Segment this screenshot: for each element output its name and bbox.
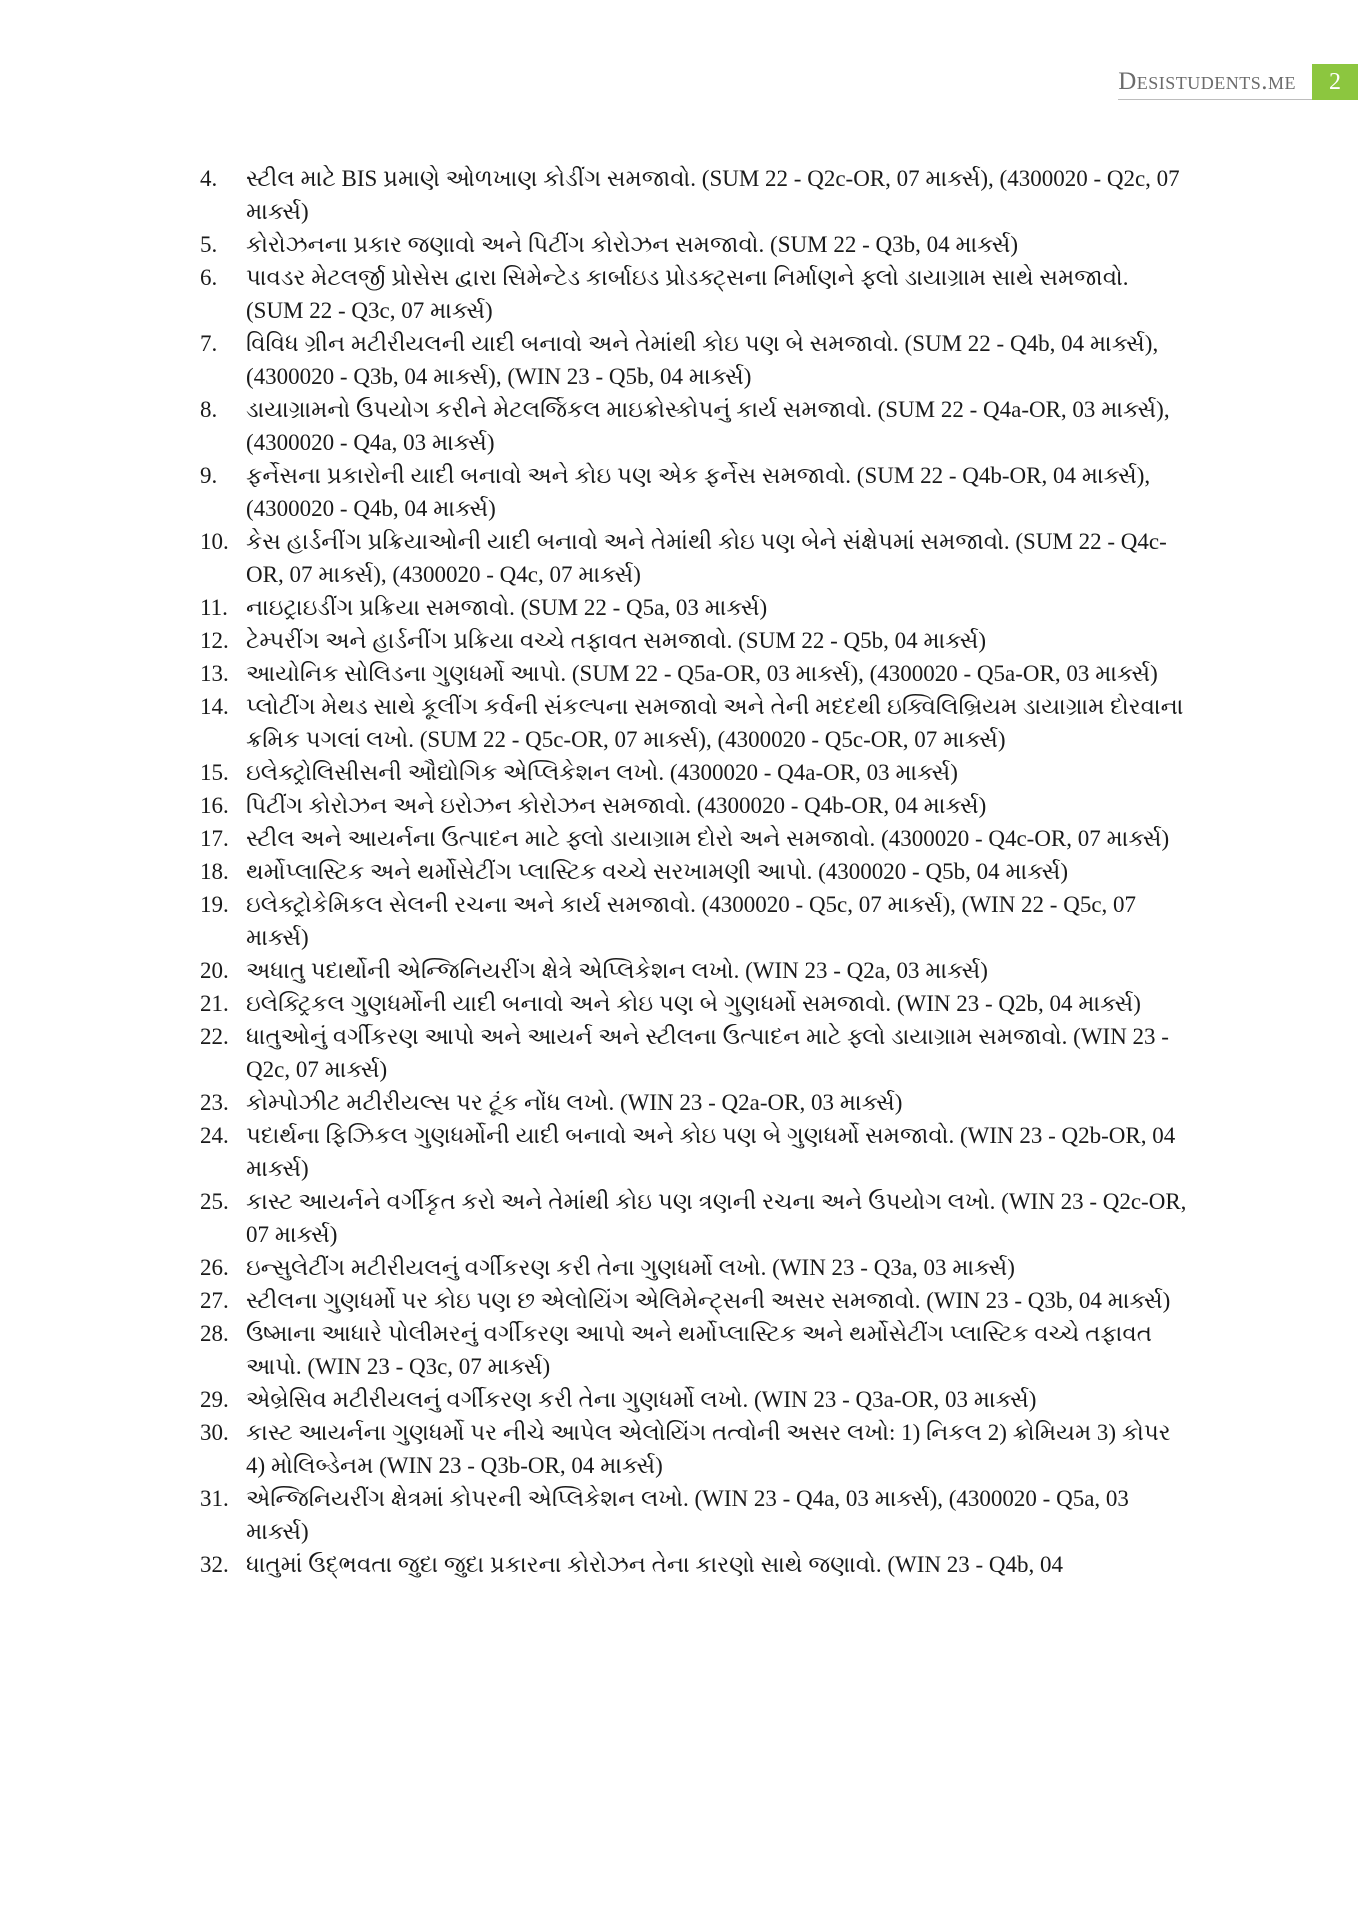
question-item <box>200 789 1190 822</box>
question-item <box>200 1284 1190 1317</box>
question-item <box>200 1086 1190 1119</box>
question-item <box>200 1185 1190 1251</box>
question-number: 28. <box>200 1321 229 1346</box>
question-number: 11. <box>200 595 228 620</box>
question-text: ઉષ્માના આધારે પોલીમરનું વર્ગીકરણ આપો અને થર્મોપ્લાસ્ટિક અને થર્મોસેટીંગ પ્લાસ્ટિક વચ્ચે તફાવત આપો. (WIN 23 - Q3c, 07 માર્ક્સ) <box>246 1321 1152 1379</box>
question-number: 14. <box>200 694 229 719</box>
question-item <box>200 987 1190 1020</box>
question-item <box>200 690 1190 756</box>
question-number: 16. <box>200 793 229 818</box>
question-number: 13. <box>200 661 229 686</box>
question-text: પદાર્થના ફિઝિકલ ગુણધર્મોની યાદી બનાવો અને કોઇ પણ બે ગુણધર્મો સમજાવો. (WIN 23 - Q2b-OR, 04 માર્ક્સ) <box>246 1123 1176 1181</box>
page-number: 2 <box>1312 64 1358 100</box>
question-item <box>200 261 1190 327</box>
question-text: ધાતુઓનું વર્ગીકરણ આપો અને આયર્ન અને સ્ટીલના ઉત્પાદન માટે ફ્લો ડાયાગ્રામ સમજાવો. (WIN 23 - Q2c, 07 માર્ક્સ) <box>246 1024 1169 1082</box>
question-number: 25. <box>200 1189 229 1214</box>
question-text: આયોનિક સોલિડના ગુણધર્મો આપો. (SUM 22 - Q5a-OR, 03 માર્ક્સ), (4300020 - Q5a-OR, 03 માર્ક્સ) <box>246 661 1158 686</box>
question-number: 21. <box>200 991 229 1016</box>
question-text: ઇન્સુલેટીંગ મટીરીયલનું વર્ગીકરણ કરી તેના ગુણધર્મો લખો. (WIN 23 - Q3a, 03 માર્ક્સ) <box>246 1255 1015 1280</box>
question-text: સ્ટીલના ગુણધર્મો પર કોઇ પણ છ એલોયિંગ એલિમેન્ટ્સની અસર સમજાવો. (WIN 23 - Q3b, 04 માર્ક્સ) <box>246 1288 1171 1313</box>
question-item <box>200 888 1190 954</box>
question-item <box>200 459 1190 525</box>
question-item <box>200 657 1190 690</box>
page-header <box>1118 64 1358 100</box>
question-number: 5. <box>200 232 218 257</box>
site-name: Desistudents.me <box>1118 64 1312 100</box>
question-item <box>200 1020 1190 1086</box>
question-item <box>200 393 1190 459</box>
question-text: ઇલેક્ટ્રોલિસીસની ઔદ્યોગિક એપ્લિકેશન લખો. (4300020 - Q4a-OR, 03 માર્ક્સ) <box>246 760 958 785</box>
question-text: એન્જિનિયરીંગ ક્ષેત્રમાં કોપરની એપ્લિકેશન લખો. (WIN 23 - Q4a, 03 માર્ક્સ), (4300020 - Q5a, 03 માર્ક્સ) <box>246 1486 1129 1544</box>
question-text: પિટીંગ કોરોઝન અને ઇરોઝન કોરોઝન સમજાવો. (4300020 - Q4b-OR, 04 માર્ક્સ) <box>246 793 987 818</box>
question-item <box>200 624 1190 657</box>
question-text: ઇલેક્ટ્રોકેમિકલ સેલની રચના અને કાર્ય સમજાવો. (4300020 - Q5c, 07 માર્ક્સ), (WIN 22 - Q5c, 07 માર્ક્સ) <box>246 892 1137 950</box>
question-item <box>200 954 1190 987</box>
question-number: 27. <box>200 1288 229 1313</box>
question-item <box>200 1482 1190 1548</box>
question-item <box>200 1251 1190 1284</box>
question-text: કાસ્ટ આયર્નના ગુણધર્મો પર નીચે આપેલ એલોયિંગ તત્વોની અસર લખો: 1) નિકલ 2) ક્રોમિયમ 3) કોપર 4) મોલિબ્ડેનમ (WIN 23 - Q3b-OR, 04 માર્ક્સ) <box>246 1420 1171 1478</box>
question-item <box>200 162 1190 228</box>
question-number: 19. <box>200 892 229 917</box>
question-item <box>200 525 1190 591</box>
question-item <box>200 1416 1190 1482</box>
question-text: ટેમ્પરીંગ અને હાર્ડનીંગ પ્રક્રિયા વચ્ચે તફાવત સમજાવો. (SUM 22 - Q5b, 04 માર્ક્સ) <box>246 628 987 653</box>
question-text: ડાયાગ્રામનો ઉપયોગ કરીને મેટલર્જિકલ માઇક્રોસ્કોપનું કાર્ય સમજાવો. (SUM 22 - Q4a-OR, 03 માર્ક્સ), (4300020 - Q4a, 03 માર્ક્સ) <box>246 397 1170 455</box>
question-item <box>200 591 1190 624</box>
question-text: કોરોઝનના પ્રકાર જણાવો અને પિટીંગ કોરોઝન સમજાવો. (SUM 22 - Q3b, 04 માર્ક્સ) <box>246 232 1018 257</box>
question-number: 31. <box>200 1486 229 1511</box>
question-list <box>200 162 1190 1581</box>
question-text: ઇલેક્ટ્રિકલ ગુણધર્મોની યાદી બનાવો અને કોઇ પણ બે ગુણધર્મો સમજાવો. (WIN 23 - Q2b, 04 માર્ક્સ) <box>246 991 1141 1016</box>
question-item <box>200 822 1190 855</box>
question-number: 15. <box>200 760 229 785</box>
question-text: પ્લોટીંગ મેથડ સાથે કૂલીંગ કર્વની સંકલ્પના સમજાવો અને તેની મદદથી ઇક્વિલિબ્રિયમ ડાયાગ્રામ દોરવાના ક્રમિક પગલાં લખો. (SUM 22 - Q5c-OR, 07 માર્ક્સ), (4300020 - Q5c-OR, 07 માર્ક્સ) <box>246 694 1184 752</box>
question-number: 29. <box>200 1387 229 1412</box>
question-number: 20. <box>200 958 229 983</box>
question-text: કાસ્ટ આયર્નને વર્ગીકૃત કરો અને તેમાંથી કોઇ પણ ત્રણની રચના અને ઉપયોગ લખો. (WIN 23 - Q2c-OR, 07 માર્ક્સ) <box>246 1189 1187 1247</box>
question-number: 22. <box>200 1024 229 1049</box>
question-text: એબ્રેસિવ મટીરીયલનું વર્ગીકરણ કરી તેના ગુણધર્મો લખો. (WIN 23 - Q3a-OR, 03 માર્ક્સ) <box>246 1387 1037 1412</box>
question-number: 26. <box>200 1255 229 1280</box>
question-text: કેસ હાર્ડનીંગ પ્રક્રિયાઓની યાદી બનાવો અને તેમાંથી કોઇ પણ બેને સંક્ષેપમાં સમજાવો. (SUM 22 - Q4c-OR, 07 માર્ક્સ), (4300020 - Q4c, 07 માર્ક્સ) <box>246 529 1167 587</box>
question-text: થર્મોપ્લાસ્ટિક અને થર્મોસેટીંગ પ્લાસ્ટિક વચ્ચે સરખામણી આપો. (4300020 - Q5b, 04 માર્ક્સ) <box>246 859 1068 884</box>
question-number: 4. <box>200 166 218 191</box>
question-number: 10. <box>200 529 229 554</box>
question-number: 9. <box>200 463 218 488</box>
question-text: અધાતુ પદાર્થોની એન્જિનિયરીંગ ક્ષેત્રે એપ્લિકેશન લખો. (WIN 23 - Q2a, 03 માર્ક્સ) <box>246 958 988 983</box>
question-item <box>200 1317 1190 1383</box>
question-item <box>200 756 1190 789</box>
question-text: ફર્નેસના પ્રકારોની યાદી બનાવો અને કોઇ પણ એક ફર્નેસ સમજાવો. (SUM 22 - Q4b-OR, 04 માર્ક્સ), (4300020 - Q4b, 04 માર્ક્સ) <box>246 463 1151 521</box>
question-list-container <box>200 162 1190 1581</box>
question-text: ધાતુમાં ઉદ્ભવતા જુદા જુદા પ્રકારના કોરોઝન તેના કારણો સાથે જણાવો. (WIN 23 - Q4b, 04 <box>246 1552 1064 1577</box>
question-text: નાઇટ્રાઇડીંગ પ્રક્રિયા સમજાવો. (SUM 22 - Q5a, 03 માર્ક્સ) <box>246 595 768 620</box>
question-text: સ્ટીલ માટે BIS પ્રમાણે ઓળખાણ કોડીંગ સમજાવો. (SUM 22 - Q2c-OR, 07 માર્ક્સ), (4300020 - Q2c, 07 માર્ક્સ) <box>246 166 1180 224</box>
question-number: 23. <box>200 1090 229 1115</box>
question-text: પાવડર મેટલર્જી પ્રોસેસ દ્વારા સિમેન્ટેડ કાર્બાઇડ પ્રોડક્ટ્સના નિર્માણને ફ્લો ડાયાગ્રામ સાથે સમજાવો. (SUM 22 - Q3c, 07 માર્ક્સ) <box>246 265 1129 323</box>
question-item <box>200 327 1190 393</box>
question-text: સ્ટીલ અને આયર્નના ઉત્પાદન માટે ફ્લો ડાયાગ્રામ દોરો અને સમજાવો. (4300020 - Q4c-OR, 07 માર્ક્સ) <box>246 826 1170 851</box>
question-number: 30. <box>200 1420 229 1445</box>
question-item <box>200 855 1190 888</box>
question-item <box>200 1548 1190 1581</box>
question-item <box>200 228 1190 261</box>
question-item <box>200 1119 1190 1185</box>
question-number: 17. <box>200 826 229 851</box>
question-number: 32. <box>200 1552 229 1577</box>
question-item <box>200 1383 1190 1416</box>
question-number: 7. <box>200 331 218 356</box>
question-number: 6. <box>200 265 218 290</box>
question-text: કોમ્પોઝીટ મટીરીયલ્સ પર ટૂંક નોંધ લખો. (WIN 23 - Q2a-OR, 03 માર્ક્સ) <box>246 1090 903 1115</box>
question-number: 8. <box>200 397 218 422</box>
question-number: 12. <box>200 628 229 653</box>
question-number: 18. <box>200 859 229 884</box>
question-text: વિવિધ ગ્રીન મટીરીયલની યાદી બનાવો અને તેમાંથી કોઇ પણ બે સમજાવો. (SUM 22 - Q4b, 04 માર્ક્સ), (4300020 - Q3b, 04 માર્ક્સ), (WIN 23 - Q5b, 04 માર્ક્સ) <box>246 331 1159 389</box>
question-number: 24. <box>200 1123 229 1148</box>
